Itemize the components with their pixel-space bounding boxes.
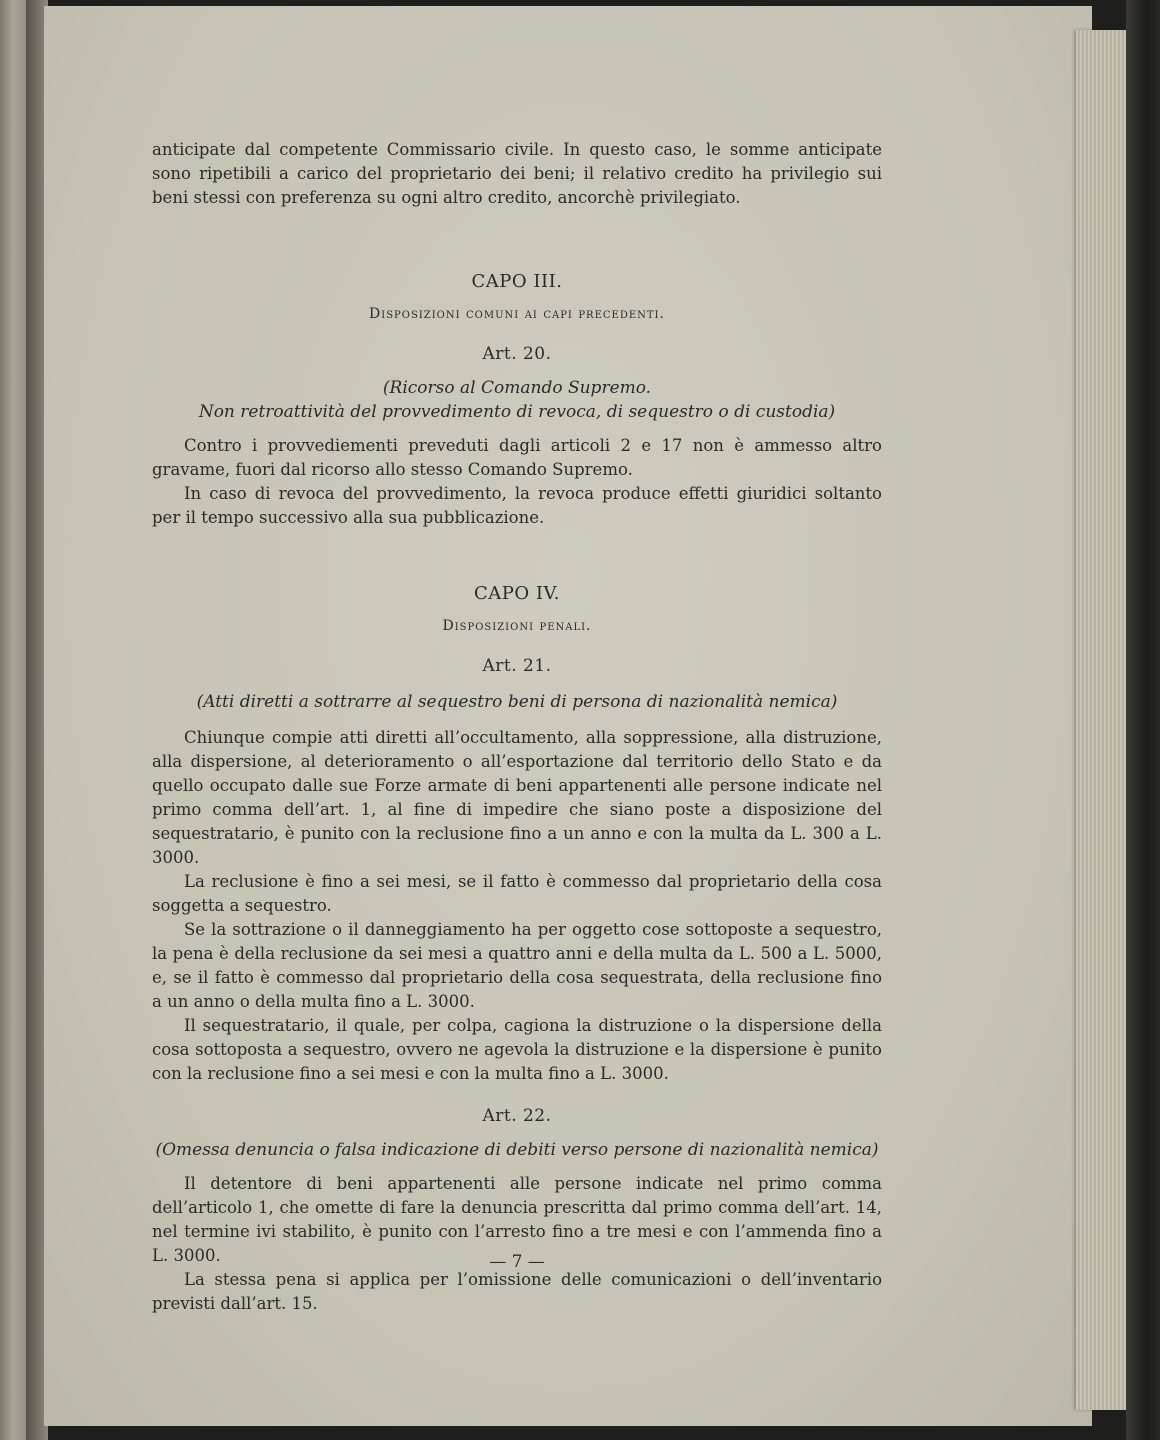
page-number: — 7 —: [489, 1252, 545, 1272]
art-21-paragraph-1: Chiunque compie atti diretti all’occultamento, alla soppressione, alla distruzione, alla dispersione, al deterioramento o all’esportazione dal territorio dello Stato e da quello occupato dalle sue Forze armate di beni appartenenti alle persone indicate nel primo comma dell’art. 1, al fine di impedire che siano poste a disposizione del sequestratario, è punito con la reclusione fino a un anno e con la multa da L. 300 a L. 3000.: [152, 728, 882, 867]
art-20-rubric-line1: (Ricorso al Comando Supremo.: [382, 378, 652, 398]
art-21-paragraph-4: Il sequestratario, il quale, per colpa, cagiona la distruzione o la dispersione della cosa sottoposta a sequestro, ovvero ne agevola la distruzione e la dispersione è punito con la reclusione fino a sei mesi e con la multa fino a L. 3000.: [152, 1016, 882, 1083]
art-20-rubric-line2: Non retroattività del provvedimento di revoca, di sequestro o di custodia): [198, 402, 836, 422]
art-21-rubric: (Atti diretti a sottrarre al sequestro beni di persona di nazionalità nemica): [196, 692, 838, 712]
art-20-paragraph-1: Contro i provvediementi preveduti dagli articoli 2 e 17 non è ammesso altro gravame, fuori dal ricorso allo stesso Comando Supremo.: [152, 436, 882, 479]
art-22-paragraph-2: La stessa pena si applica per l’omissione delle comunicazioni o dell’inventario previsti dall’art. 15.: [152, 1270, 882, 1313]
book-cover-edge: [1126, 0, 1160, 1440]
art-22-rubric: (Omessa denuncia o falsa indicazione di debiti verso persone di nazionalità nemica): [155, 1140, 879, 1160]
capo-iii-subheading: Disposizioni comuni ai capi precedenti.: [369, 306, 665, 322]
art-22-title: Art. 22.: [482, 1106, 552, 1126]
art-21-title: Art. 21.: [482, 656, 552, 676]
capo-iii-heading: CAPO III.: [471, 271, 563, 292]
art-21-paragraph-2: La reclusione è fino a sei mesi, se il fatto è commesso dal proprietario della cosa soggetta a sequestro.: [152, 872, 882, 915]
art-20-title: Art. 20.: [482, 344, 552, 364]
art-20-paragraph-2: In caso di revoca del provvedimento, la revoca produce effetti giuridici soltanto per il tempo successivo alla sua pubblicazione.: [152, 484, 882, 527]
page-text: [152, 138, 882, 1316]
art-21-paragraph-3: Se la sottrazione o il danneggiamento ha per oggetto cose sottoposte a sequestro, la pena è della reclusione da sei mesi a quattro anni e della multa da L. 500 a L. 5000, e, se il fatto è commesso dal proprietario della cosa sequestrata, della reclusione fino a un anno o della multa fino a L. 3000.: [152, 920, 882, 1011]
page-stack-edge: [1076, 30, 1126, 1410]
art-22-paragraph-1: Il detentore di beni appartenenti alle persone indicate nel primo comma dell’articolo 1, che omette di fare la denuncia prescritta dal primo comma dell’art. 14, nel termine ivi stabilito, è punito con l’arresto fino a tre mesi e con l’ammenda fino a L. 3000.: [152, 1174, 882, 1265]
opening-paragraph: anticipate dal competente Commissario civile. In questo caso, le somme anticipate sono ripetibili a carico del proprietario dei beni; il relativo credito ha privilegio sui beni stessi con preferenza su ogni altro credito, ancorchè privilegiato.: [152, 140, 882, 207]
capo-iv-heading: CAPO IV.: [473, 583, 561, 604]
capo-iv-subheading: Disposizioni penali.: [442, 618, 592, 634]
